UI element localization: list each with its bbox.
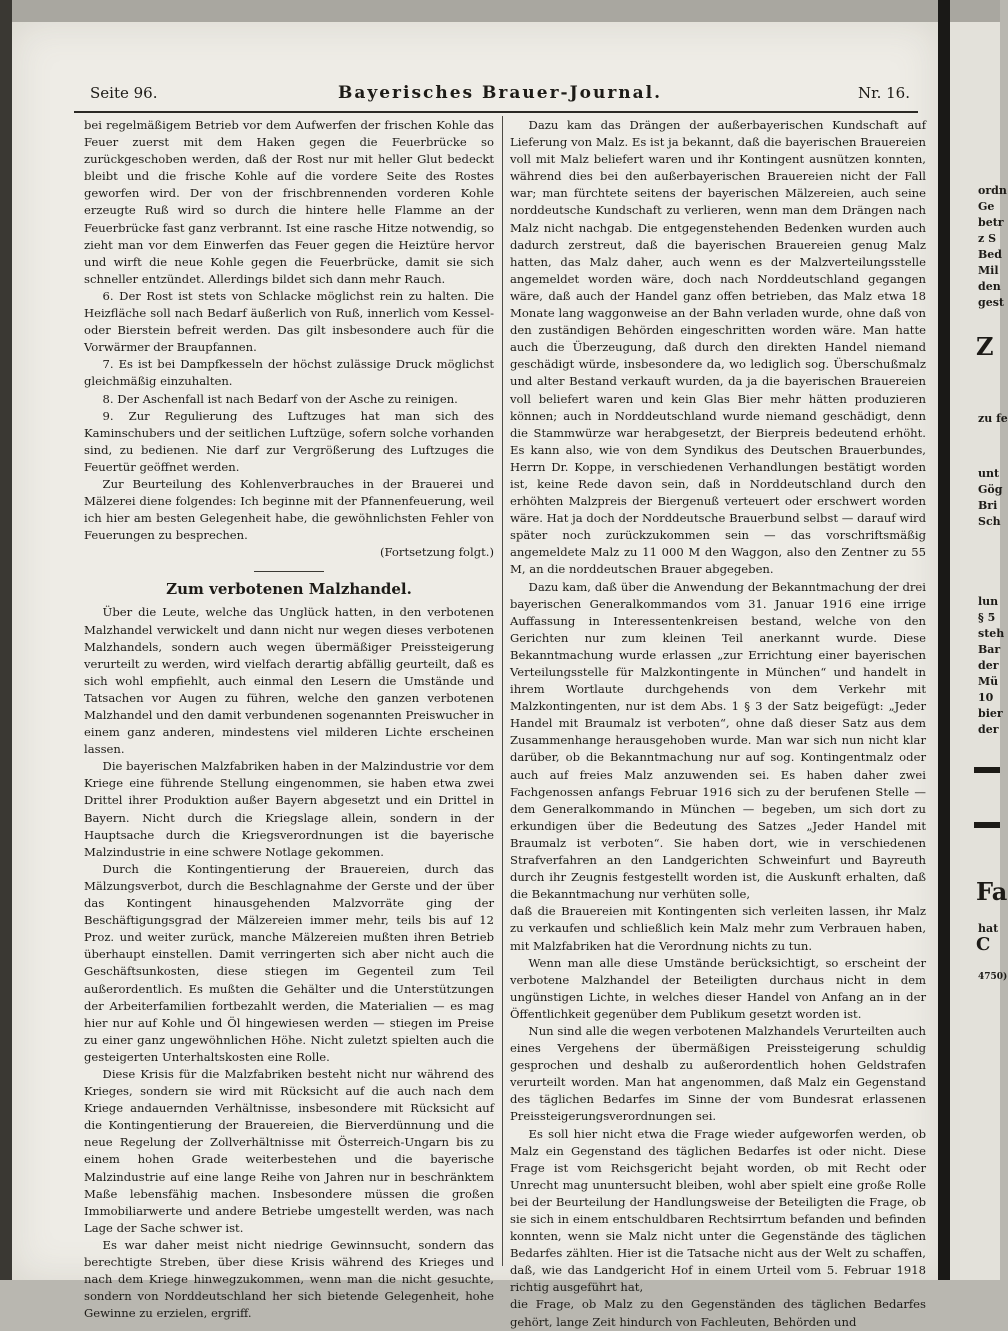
adjacent-text-line: der [978, 723, 999, 736]
page-header [90, 84, 910, 106]
section-separator [254, 571, 324, 572]
journal-title: Bayerisches Brauer-Journal. [337, 83, 663, 103]
adjacent-text-line: 4750) [978, 972, 1008, 982]
page-number: Seite 96. [90, 84, 158, 102]
adjacent-text-line: steh [978, 627, 1005, 640]
adjacent-text-line: lun [978, 595, 999, 608]
adjacent-text-line: Bar [978, 643, 1001, 656]
adjacent-rule [974, 822, 1000, 828]
paragraph: 8. Der Aschenfall ist nach Bedarf von der Asche zu reinigen. [102, 391, 458, 406]
adjacent-text-line: Gög [978, 483, 1003, 496]
adjacent-text-line: Bri [978, 499, 998, 512]
adjacent-text-line: 10 [978, 691, 994, 704]
adjacent-rule [974, 767, 1000, 773]
continuation-note: (Fortsetzung folgt.) [379, 545, 494, 560]
adjacent-text-line: der [978, 659, 999, 672]
column-divider [502, 116, 503, 1266]
adjacent-text-line: Mü [978, 675, 999, 688]
adjacent-text-line: den [978, 280, 1001, 293]
adjacent-heading-letter: C [976, 934, 991, 955]
adjacent-text-line: Ge [978, 200, 995, 213]
adjacent-text-line: betr [978, 216, 1004, 229]
adjacent-text-line: Mil [978, 264, 999, 277]
header-rule [74, 111, 918, 113]
paragraph: 9. Zur Regulierung des Luftzuges hat man sich des Kaminschubers und der seitlichen Luftzüge, sofern solche vorhanden sind, zu bedienen. Nie darf zur Vergrößerung des Luftzuges die Feuertür geöffnet werden. [84, 408, 494, 474]
paragraph: daß die Brauereien mit Kontingenten sich verleiten lassen, ihr Malz zu verkaufen und schließlich kein Malz mehr zum Verbrauen haben, mit Malzfabriken hat die Verordnung nichts zu tun. [510, 904, 926, 953]
paragraph: Dazu kam das Drängen der außerbayerischen Kundschaft auf Lieferung von Malz. Es ist ja bekannt, daß die bayerischen Brauereien voll mit Malz beliefert waren und ihr Kontingent ausnützen konnten, während dies bei den außerbayerischen Brauereien nicht der Fall war; man fürchtete seitens der bayerischen Mälzereien, auch seine norddeutsche Kundschaft zu verlieren, wenn man dem Drängen nach Malz nicht nachgab. Die entgegenstehenden Bedenken wurden auch dadurch zerstreut, daß die bayerischen Brauereien genug Malz hatten, das Malz daher, auch wenn es der Malzverteilungsstelle angemeldet worden wäre, doch nach Norddeutschland gegangen wäre, daß auch der Handel ganz offen betrieben, das Malz etwa 18 Monate lang waggonweise an der Bahn verladen wurde, ohne daß von den zuständigen Behörden eingeschritten worden wäre. Man hatte auch die Überzeugung, daß durch den direkten Handel niemand geschädigt würde, insbesondere da, wo lediglich sog. Überschußmalz und alter Bestand verkauft wurden, da ja die bayerischen Brauereien voll beliefert waren und kein Glas Bier mehr hätten produzieren können; auch in Norddeutschland wurde niemand geschädigt, denn die Stammwürze war herabgesetzt, der Bierpreis bedeutend erhöht. Es kann also, wie von dem Syndikus des Deutschen Brauerbundes, Herrn Dr. Koppe, in verschiedenen Verhandlungen bestätigt worden ist, keine Rede davon sein, daß in Norddeutschland durch den erhöhten Malzpreis der Biergenuß verteuert oder erschwert worden wäre. Hat ja doch der Norddeutsche Brauerbund selbst — darauf wird später noch zurückzukommen sein — das vorschriftsmäßig angemeldete Malz zu 11 000 M den Waggon, also den Zentner zu 55 M, an die norddeutschen Brauer abgegeben. [510, 118, 926, 577]
paragraph: Wenn man alle diese Umstände berücksichtigt, so erscheint der verbotene Malzhandel der Beteiligten durchaus nicht in dem ungünstigen Lichte, in welches dieser Handel von Anfang an in der Öffentlichkeit gegenüber dem Publikum gesetzt worden ist. [510, 955, 926, 1021]
paragraph: 7. Es ist bei Dampfkesseln der höchst zulässige Druck möglichst gleichmäßig einzuhalten. [84, 357, 494, 389]
paragraph: Es soll hier nicht etwa die Frage wieder aufgeworfen werden, ob Malz ein Gegenstand des täglichen Bedarfes ist oder nicht. Diese Frage ist vom Reichsgericht bejaht worden, ob mit Recht oder Unrecht mag ununtersucht bleiben, wohl aber spielt eine große Rolle bei der Beurteilung der Handlungsweise der Beteiligten die Frage, ob sie sich in einem entschuldbaren Rechtsirrtum befanden und befinden konnten, wenn sie Malz nicht unter die Gegenstände des täglichen Bedarfes zählten. Hier ist die Tatsache nicht aus der Welt zu schaffen, daß, wie das Landgericht Hof in einem Urteil vom 5. Februar 1918 richtig ausgeführt hat, [510, 1126, 926, 1295]
paragraph: Zur Beurteilung des Kohlenverbrauches in der Brauerei und Mälzerei diene folgendes: Ich beginne mit der Pfannenfeuerung, weil ich hier am besten Gelegenheit habe, die gewöhnlichsten Fehler von Feuerungen zu besprechen. [84, 476, 494, 543]
right-column [510, 117, 926, 1331]
article-heading: Zum verbotenen Malzhandel. [166, 580, 412, 599]
scan-edge-left [0, 0, 12, 1280]
adjacent-text-line: gest [978, 296, 1004, 309]
paragraph: die Frage, ob Malz zu den Gegenständen des täglichen Bedarfes gehört, lange Zeit hindurch von Fachleuten, Behörden und [510, 1297, 926, 1329]
adjacent-text-line: § 5 [978, 611, 996, 624]
adjacent-heading-letter: Fa [976, 877, 1008, 906]
paragraph: Nun sind alle die wegen verbotenen Malzhandels Verurteilten auch eines Vergehens der übermäßigen Preissteigerung schuldig gesprochen und deshalb zu außerordentlich hohen Geldstrafen verurteilt worden. Man hat angenommen, daß Malz ein Gegenstand des täglichen Bedarfes im Sinne der vom Bundesrat erlassenen Preissteigerungsverordnungen sei. [510, 1023, 926, 1124]
paragraph: 6. Der Rost ist stets von Schlacke möglichst rein zu halten. Die Heizfläche soll nach Bedarf äußerlich von Ruß, innerlich vom Kessel- oder Bierstein befreit werden. Das gilt insbesondere auch für die Vorwärmer der Braupfannen. [84, 288, 494, 355]
adjacent-text-line: Bed [978, 248, 1002, 261]
left-column [84, 117, 494, 1322]
adjacent-text-line: z S [978, 232, 997, 245]
adjacent-text-line: unt [978, 467, 1000, 480]
adjacent-heading-letter: Z [976, 332, 994, 361]
adjacent-text-line: Sch [978, 515, 1001, 528]
paragraph: Es war daher meist nicht niedrige Gewinnsucht, sondern das berechtigte Streben, über diese Krisis während des Krieges und nach dem Kriege hinwegzukommen, wenn man die nicht gesuchte, sondern von Norddeutschland her sich bietende Gelegenheit, hohe Gewinne zu erzielen, ergriff. [84, 1237, 494, 1321]
adjacent-text-line: bier [978, 707, 1003, 720]
issue-number: Nr. 16. [857, 84, 910, 102]
paragraph: Dazu kam, daß über die Anwendung der Bekanntmachung der drei bayerischen Generalkommandos vom 31. Januar 1916 eine irrige Auffassung in Interessentenkreisen bestand, welche von den Gerichten nur zum kleinen Teil anerkannt wurde. Diese Bekanntmachung wurde erlassen „zur Errichtung einer bayerischen Verteilungsstelle für Malzkontingente in München“ und handelt in ihrem Wortlaute durchgehends von dem Verkehr mit Malzkontingenten, nur ist dem Abs. 1 § 3 der Satz beigefügt: „Jeder Handel mit Braumalz ist verboten“, ohne daß dieser Satz aus dem Zusammenhange herausgehoben wurde. Man war sich nun nicht klar darüber, ob die Bekanntmachung nur auf sog. Kontingentmalz oder auch auf freies Malz anzuwenden sei. Es haben daher zwei Fachgenossen anfangs Februar 1916 sich zu der berufenen Stelle — dem Generalkommando in München — begeben, um sich dort zu erkundigen über die Bedeutung des Satzes „Jeder Handel mit Braumalz ist verboten“. Sie haben dort, wie in verschiedenen Strafverfahren an den Landgerichten Schweinfurt und Bayreuth durch ihr Zeugnis festgestellt worden ist, die Auskunft erhalten, daß die Bekanntmachung nur verhüten solle, [510, 579, 926, 902]
paragraph: Diese Krisis für die Malzfabriken besteht nicht nur während des Krieges, sondern sie wird mit Rücksicht auf die auch nach dem Kriege andauernden Verhältnisse, insbesondere mit Rücksicht auf die Kontingentierung der Brauereien, die Bierverdünnung und die neue Regelung der Zollverhältnisse mit Österreich-Ungarn bis zu einem hohen Grade weiterbestehen und die bayerische Malzindustrie auf eine lange Reihe von Jahren nur in beschränktem Maße lebensfähig machen. Insbesondere müssen die großen Immobiliarwerte und andere Betriebe umgestellt werden, was nach Lage der Sache schwer ist. [84, 1066, 494, 1235]
adjacent-text-line: zu fe [978, 412, 1008, 425]
paragraph: bei regelmäßigem Betrieb vor dem Aufwerfen der frischen Kohle das Feuer zuerst mit dem Haken gegen die Feuerbrücke so zurückgeschoben werden, daß der Rost nur mit heller Glut bedeckt bleibt und die frische Kohle auf die vordere Seite des Rostes geworfen wird. Der von der frischbrennenden vorderen Kohle erzeugte Ruß wird so durch die hintere helle Flamme an der Feuerbrücke fast ganz verbrannt. Ist eine rasche Hitze notwendig, so zieht man vor dem Einwerfen das Feuer gegen die Heiztüre hervor und wirft die neue Kohle gegen die Feuerbrücke, damit sie sich schneller entzündet. Allerdings bildet sich dann mehr Rauch. [84, 118, 494, 286]
adjacent-page-strip [950, 22, 1008, 1280]
paragraph: Die bayerischen Malzfabriken haben in der Malzindustrie vor dem Kriege eine führende Stellung eingenommen, sie haben etwa zwei Drittel ihrer Produktion außer Bayern abgesetzt und ein Drittel in Bayern. Nicht durch die Kriegslage allein, sondern in der Hauptsache durch die Kriegsverordnungen ist die bayerische Malzindustrie in eine schwere Notlage gekommen. [84, 759, 494, 859]
binding-gutter [938, 0, 950, 1280]
adjacent-text-line: ordn [978, 184, 1007, 197]
adjacent-text-line: hat [978, 922, 999, 935]
paragraph: Über die Leute, welche das Unglück hatten, in den verbotenen Malzhandel verwickelt und dann nicht nur wegen dieses verbotenen Malzhandels, sondern auch wegen übermäßiger Preissteigerung verurteilt zu werden, wird vielfach derartig abfällig geurteilt, daß es sich wohl empfiehlt, auch einmal den Lesern die Umstände und Tatsachen vor Augen zu führen, welche den ganzen verbotenen Malzhandel und den damit verbundenen sogenannten Preiswucher in einem ganz anderen, mindestens viel milderen Lichte erscheinen lassen. [84, 605, 494, 757]
paragraph: Durch die Kontingentierung der Brauereien, durch das Mälzungsverbot, durch die Beschlagnahme der Gerste und der über das Kontingent hinausgehenden Malzvorräte ging der Beschäftigungsgrad der Mälzereien immer mehr, teils bis auf 12 Proz. und weiter zurück, manche Mälzereien mußten ihren Betrieb überhaupt einstellen. Damit verringerten sich aber nicht auch die Geschäftsunkosten, diese stiegen im Gegenteil zum Teil außerordentlich. Es mußten die Gehälter und die Unterstützungen der Arbeiterfamilien fortbezahlt werden, die Materialien — es mag hier nur auf Kohle und Öl hingewiesen werden — stiegen im Preise zu einer ganz ungewöhnlichen Höhe. Nicht zuletzt spielten auch die gesteigerten Unterhaltskosten eine Rolle. [84, 861, 494, 1064]
